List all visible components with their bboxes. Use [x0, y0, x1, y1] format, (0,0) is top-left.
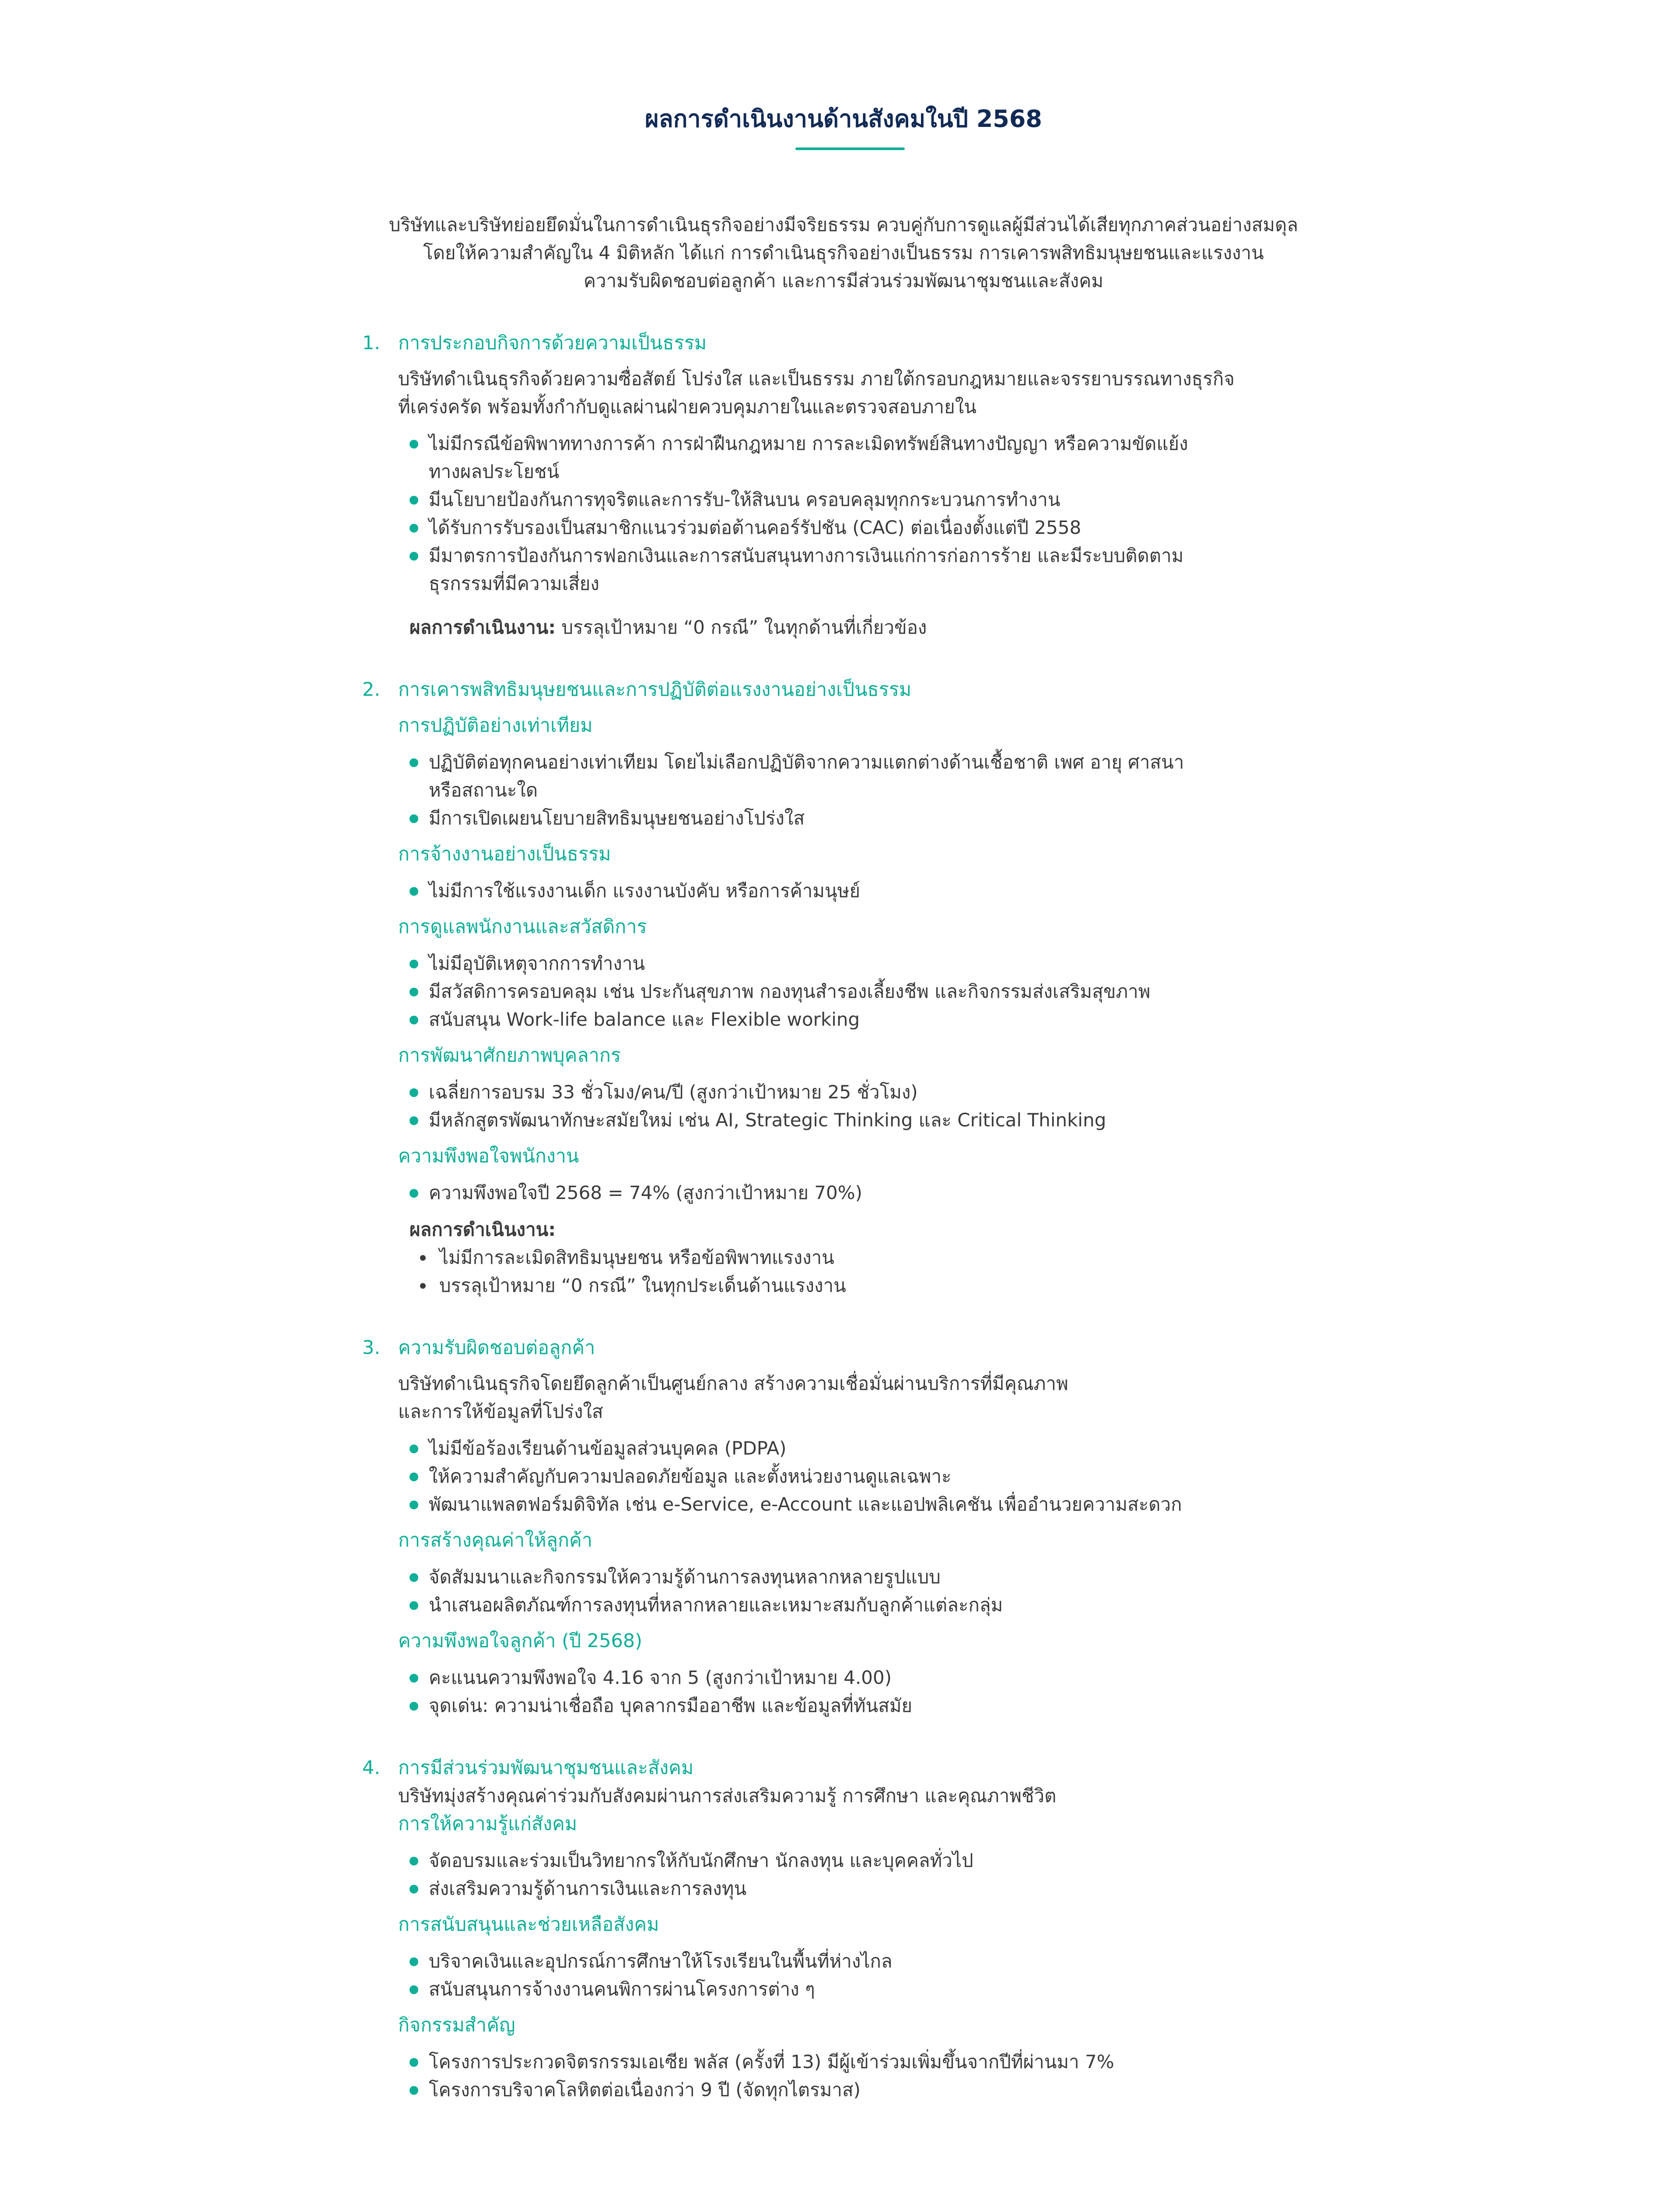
list-item — [410, 1490, 1325, 1518]
bullet-list — [398, 430, 1325, 598]
result-label: ผลการดำเนินงาน: — [410, 617, 556, 638]
bullet-dot-icon — [410, 1885, 418, 1893]
content — [362, 329, 1325, 2104]
bullet-dot-icon — [410, 440, 418, 449]
result-line — [398, 614, 1325, 642]
section-description — [398, 365, 1325, 421]
bullet-dot-icon — [410, 2086, 418, 2095]
section-body — [362, 704, 1325, 1300]
result-heading — [398, 1216, 1325, 1244]
section-number: 3. — [362, 1337, 381, 1359]
bullet-dot-icon — [410, 1985, 418, 1994]
bullet-dot-icon — [410, 1674, 418, 1683]
list-item — [410, 542, 1325, 598]
bullet-dot-icon — [410, 1702, 418, 1711]
list-item — [420, 1244, 1325, 1272]
section-title: การประกอบกิจการด้วยความเป็นธรรม — [398, 332, 707, 354]
intro-paragraph — [362, 211, 1325, 295]
subsection-title: การให้ความรู้แก่สังคม — [398, 1813, 578, 1835]
bullet-dot-icon — [410, 1601, 418, 1610]
list-item — [410, 748, 1325, 804]
list-item-text: บริจาคเงินและอุปกรณ์การศึกษาให้โรงเรียนในพื้นที่ห่างไกล — [429, 1950, 892, 1972]
bullet-dot-icon — [410, 1473, 418, 1481]
result-list — [398, 1244, 1325, 1300]
list-item-text: บรรลุเป้าหมาย “0 กรณี” ในทุกประเด็นด้านแรงงาน — [439, 1275, 846, 1296]
list-item-text: ส่งเสริมความรู้ด้านการเงินและการลงทุน — [429, 1878, 747, 1899]
list-item-text: คะแนนความพึงพอใจ 4.16 จาก 5 (สูงกว่าเป้าหมาย 4.00) — [429, 1667, 892, 1688]
section-customer-responsibility — [362, 1334, 1325, 1720]
list-item — [410, 1664, 1325, 1692]
list-item-text: สนับสนุน Work-life balance และ Flexible working — [429, 1009, 860, 1030]
subsection-title: การดูแลพนักงานและสวัสดิการ — [398, 916, 647, 938]
bullet-dot-icon — [410, 1116, 418, 1125]
intro-line: บริษัทและบริษัทย่อยยึดมั่นในการดำเนินธุรกิจอย่างมีจริยธรรม ควบคู่กับการดูแลผู้มีส่วนได้เสียทุกภาคส่วนอย่างสมดุล — [388, 214, 1298, 235]
bullet-dot-icon — [420, 1283, 426, 1289]
bullet-dot-icon — [420, 1255, 426, 1261]
section-title: การเคารพสิทธิมนุษยชนและการปฏิบัติต่อแรงงานอย่างเป็นธรรม — [398, 679, 912, 701]
section-description — [398, 1782, 1325, 1810]
section-heading — [362, 1754, 1325, 1782]
title-underline — [795, 147, 905, 150]
list-item — [410, 1975, 1325, 2003]
bullet-dot-icon — [410, 1088, 418, 1097]
list-item — [410, 1847, 1325, 1875]
section-fair-operating — [362, 329, 1325, 642]
list-item-text: เฉลี่ยการอบรม 33 ชั่วโมง/คน/ปี (สูงกว่าเป้าหมาย 25 ชั่วโมง) — [429, 1081, 918, 1103]
list-item — [410, 978, 1325, 1006]
list-item — [410, 877, 1325, 905]
section-title: การมีส่วนร่วมพัฒนาชุมชนและสังคม — [398, 1757, 694, 1779]
list-item-text: จัดอบรมและร่วมเป็นวิทยากรให้กับนักศึกษา นักลงทุน และบุคคลทั่วไป — [429, 1850, 973, 1871]
list-item-text: ไม่มีการละเมิดสิทธิมนุษยชน หรือข้อพิพาทแรงงาน — [439, 1247, 834, 1268]
section-community-development — [362, 1754, 1325, 2104]
list-item-text: ให้ความสำคัญกับความปลอดภัยข้อมูล และตั้งหน่วยงานดูแลเฉพาะ — [429, 1466, 952, 1487]
list-item — [410, 950, 1325, 978]
list-item — [410, 1106, 1325, 1134]
list-item — [410, 1692, 1325, 1720]
section-heading — [362, 329, 1325, 357]
list-item — [410, 1078, 1325, 1106]
description-line: บริษัทดำเนินธุรกิจโดยยึดลูกค้าเป็นศูนย์กลาง สร้างความเชื่อมั่นผ่านบริการที่มีคุณภาพ — [398, 1373, 1068, 1394]
bullet-list — [398, 1179, 1325, 1207]
subsection-title: การพัฒนาศักยภาพบุคลากร — [398, 1045, 621, 1066]
bullet-dot-icon — [410, 887, 418, 896]
subsection-title: ความพึงพอใจพนักงาน — [398, 1145, 579, 1167]
bullet-dot-icon — [410, 2058, 418, 2067]
bullet-list — [398, 1664, 1325, 1720]
bullet-dot-icon — [410, 1016, 418, 1024]
section-title: ความรับผิดชอบต่อลูกค้า — [398, 1337, 595, 1359]
list-item-text: มีมาตรการป้องกันการฟอกเงินและการสนับสนุนทางการเงินแก่การก่อการร้าย และมีระบบติดตาม — [429, 545, 1184, 566]
bullet-dot-icon — [410, 1445, 418, 1453]
list-item-text: มีนโยบายป้องกันการทุจริตและการรับ-ให้สินบน ครอบคลุมทุกกระบวนการทำงาน — [429, 489, 1060, 510]
bullet-list — [398, 1434, 1325, 1518]
list-item-text: สนับสนุนการจ้างงานคนพิการผ่านโครงการต่าง ๆ — [429, 1978, 815, 2000]
page-title: ผลการดำเนินงานด้านสังคมในปี 2568 — [644, 105, 1043, 133]
subsection-title: การปฏิบัติอย่างเท่าเทียม — [398, 715, 593, 736]
list-item — [410, 1947, 1325, 1975]
bullet-dot-icon — [410, 988, 418, 996]
bullet-list — [398, 877, 1325, 905]
list-item — [410, 804, 1325, 832]
list-item-text: ไม่มีกรณีข้อพิพาททางการค้า การฝ่าฝืนกฎหมาย การละเมิดทรัพย์สินทางปัญญา หรือความขัดแย้ง — [429, 433, 1188, 454]
list-item — [410, 1006, 1325, 1034]
list-item-text: จุดเด่น: ความน่าเชื่อถือ บุคลากรมืออาชีพ และข้อมูลที่ทันสมัย — [429, 1695, 913, 1716]
result-text: บรรลุเป้าหมาย “0 กรณี” ในทุกด้านที่เกี่ยวข้อง — [556, 617, 927, 638]
list-item-text: ความพึงพอใจปี 2568 = 74% (สูงกว่าเป้าหมาย 70%) — [429, 1182, 863, 1203]
list-item-text: นำเสนอผลิตภัณฑ์การลงทุนที่หลากหลายและเหมาะสมกับลูกค้าแต่ละกลุ่ม — [429, 1594, 1003, 1616]
bullet-dot-icon — [410, 1857, 418, 1865]
bullet-list — [398, 1947, 1325, 2003]
result-label: ผลการดำเนินงาน: — [410, 1219, 556, 1240]
bullet-dot-icon — [410, 1573, 418, 1582]
list-item — [410, 1434, 1325, 1462]
list-item — [410, 2048, 1325, 2076]
bullet-list — [398, 1078, 1325, 1134]
list-item — [410, 1462, 1325, 1490]
subsection-title: กิจกรรมสำคัญ — [398, 2014, 515, 2036]
list-item-text: มีสวัสดิการครอบคลุม เช่น ประกันสุขภาพ กองทุนสำรองเลี้ยงชีพ และกิจกรรมส่งเสริมสุขภาพ — [429, 981, 1151, 1002]
list-item-text: โครงการบริจาคโลหิตต่อเนื่องกว่า 9 ปี (จัดทุกไตรมาส) — [429, 2079, 861, 2100]
list-item — [410, 514, 1325, 542]
section-heading — [362, 676, 1325, 704]
list-item-text: โครงการประกวดจิตรกรรมเอเซีย พลัส (ครั้งที่ 13) มีผู้เข้าร่วมเพิ่มขึ้นจากปีที่ผ่านมา 7% — [429, 2051, 1114, 2072]
list-item — [410, 430, 1325, 486]
description-line: บริษัทมุ่งสร้างคุณค่าร่วมกับสังคมผ่านการส่งเสริมความรู้ การศึกษา และคุณภาพชีวิต — [398, 1785, 1057, 1806]
description-line: และการให้ข้อมูลที่โปร่งใส — [398, 1401, 603, 1422]
list-item-text: ปฏิบัติต่อทุกคนอย่างเท่าเทียม โดยไม่เลือกปฏิบัติจากความแตกต่างด้านเชื้อชาติ เพศ อายุ ศาสนา — [429, 751, 1184, 773]
intro-line: ความรับผิดชอบต่อลูกค้า และการมีส่วนร่วมพัฒนาชุมชนและสังคม — [583, 270, 1104, 291]
list-item — [410, 486, 1325, 514]
section-number: 1. — [362, 332, 381, 354]
list-item — [420, 1272, 1325, 1300]
bullet-list — [398, 2048, 1325, 2104]
list-item-text: ไม่มีข้อร้องเรียนด้านข้อมูลส่วนบุคคล (PDPA) — [429, 1438, 787, 1459]
bullet-dot-icon — [410, 552, 418, 561]
bullet-dot-icon — [410, 960, 418, 968]
list-item — [410, 1875, 1325, 1903]
list-item-text: ไม่มีการใช้แรงงานเด็ก แรงงานบังคับ หรือการค้ามนุษย์ — [429, 880, 861, 901]
bullet-dot-icon — [410, 1501, 418, 1509]
subsection-title: การสนับสนุนและช่วยเหลือสังคม — [398, 1914, 659, 1936]
list-item-text: ได้รับการรับรองเป็นสมาชิกแนวร่วมต่อต้านคอร์รัปชัน (CAC) ต่อเนื่องตั้งแต่ปี 2558 — [429, 517, 1082, 538]
description-line: ที่เคร่งครัด พร้อมทั้งกำกับดูแลผ่านฝ่ายควบคุมภายในและตรวจสอบภายใน — [398, 396, 976, 417]
list-item-text: มีหลักสูตรพัฒนาทักษะสมัยใหม่ เช่น AI, Strategic Thinking และ Critical Thinking — [429, 1109, 1106, 1131]
list-item — [410, 2076, 1325, 2104]
bullet-dot-icon — [410, 496, 418, 505]
list-item-text: จัดสัมมนาและกิจกรรมให้ความรู้ด้านการลงทุนหลากหลายรูปแบบ — [429, 1566, 941, 1588]
section-body — [362, 1782, 1325, 2104]
intro-line: โดยให้ความสำคัญใน 4 มิติหลัก ได้แก่ การดำเนินธุรกิจอย่างเป็นธรรม การเคารพสิทธิมนุษยชนและแรงงาน — [423, 242, 1264, 263]
list-item-text: ทางผลประโยชน์ — [429, 461, 560, 482]
bullet-list — [398, 748, 1325, 832]
list-item-text: ธุรกรรมที่มีความเสี่ยง — [429, 573, 599, 594]
bullet-list — [398, 1847, 1325, 1903]
section-number: 2. — [362, 679, 381, 701]
section-number: 4. — [362, 1757, 381, 1779]
list-item-text: หรือสถานะใด — [429, 779, 538, 801]
section-description — [398, 1370, 1325, 1426]
section-body — [362, 357, 1325, 642]
list-item — [410, 1563, 1325, 1591]
list-item — [410, 1591, 1325, 1619]
subsection-title: การสร้างคุณค่าให้ลูกค้า — [398, 1529, 592, 1551]
bullet-dot-icon — [410, 524, 418, 533]
list-item-text: มีการเปิดเผยนโยบายสิทธิมนุษยชนอย่างโปร่งใส — [429, 807, 805, 829]
list-item — [410, 1179, 1325, 1207]
list-item-text: พัฒนาแพลตฟอร์มดิจิทัล เช่น e-Service, e-Account และแอปพลิเคชัน เพื่ออำนวยความสะดวก — [429, 1494, 1182, 1515]
bullet-dot-icon — [410, 758, 418, 767]
bullet-dot-icon — [410, 1957, 418, 1966]
bullet-dot-icon — [410, 814, 418, 823]
bullet-dot-icon — [410, 1189, 418, 1198]
list-item-text: ไม่มีอุบัติเหตุจากการทำงาน — [429, 953, 645, 974]
subsection-title: การจ้างงานอย่างเป็นธรรม — [398, 843, 611, 865]
section-human-rights — [362, 676, 1325, 1300]
bullet-list — [398, 950, 1325, 1034]
subsection-title: ความพึงพอใจลูกค้า (ปี 2568) — [398, 1630, 643, 1652]
section-heading — [362, 1334, 1325, 1362]
bullet-list — [398, 1563, 1325, 1619]
section-body — [362, 1362, 1325, 1720]
description-line: บริษัทดำเนินธุรกิจด้วยความซื่อสัตย์ โปร่งใส และเป็นธรรม ภายใต้กรอบกฎหมายและจรรยาบรรณทางธุรกิจ — [398, 368, 1235, 389]
